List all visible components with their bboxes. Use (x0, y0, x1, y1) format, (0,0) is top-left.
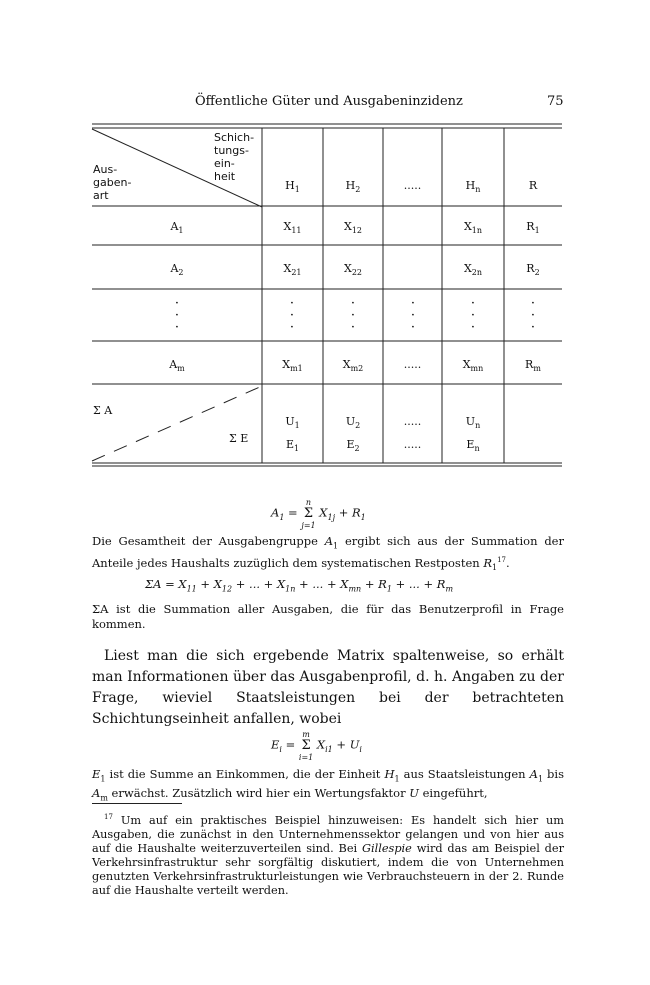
cell-x11: $X_{11}$ (283, 220, 302, 236)
cell-rm: $R_m$ (525, 358, 541, 374)
vertical-ellipsis: · · · (530, 296, 536, 335)
col-header-h1: $H_1$ (285, 179, 300, 195)
cell-r2: $R_2$ (526, 262, 540, 278)
footnote: $^{17}$ Um auf ein praktisches Beispiel hinzuweisen: Es handelt sich hier um Ausgaben, die zunächst in den Unternehmenssektor gelangen und von hier aus auf die Haushalte weiterzuverteilen sind. Bei Gillespie wird das am Beispiel der Verkehrsinfrastruktur sehr sorgfältig diskutiert, indem die von Unternehmen genutzten Verkehrsinfrastrukturleistungen wie Verbrauchsteuern in der 2. Runde auf die Haushalte verteilt werden. (92, 813, 564, 897)
col-header-r: R (528, 179, 538, 192)
corner-bottom-line: art (93, 189, 109, 202)
footnote-ref: 17 (497, 556, 506, 565)
cell-x21: $X_{21}$ (283, 262, 302, 278)
paragraph-3: Liest man die sich ergebende Matrix spaltenweise, so erhält man Informationen über das Ausgabenprofil, d. h. Angaben zu der Frage, wieviel Staatsleistungen bei der betrachteten Schichtungseinheit anfallen, wobei (92, 648, 564, 727)
formula-sum-a: $\Sigma A = X_{11} + X_{12}$ + ... + $X_{1n}$ + ... + $X_{mn} + R_1$ + ... + $R_m$ (145, 577, 454, 594)
cell-x12: $X_{12}$ (343, 220, 363, 236)
paragraph-4: $E_1$ ist die Summe an Einkommen, die der Einheit $H_1$ aus Staatsleistungen $A_1$ bis $A_m$ erwächst. Zusätzlich wird hier ein Wertungsfaktor U eingeführt, (92, 767, 564, 803)
row-label-a2: $A_2$ (170, 262, 184, 278)
col-header-hn: $H_n$ (465, 179, 481, 195)
cell-e2: $E_2$ (346, 438, 360, 454)
cell-xmn: $X_{mn}$ (462, 358, 484, 374)
footnote-marker: 17 (104, 813, 113, 821)
cell-xm2: $X_{m2}$ (342, 358, 364, 374)
corner-top-line: Schich- (214, 131, 255, 144)
col-header-h2: $H_2$ (345, 179, 361, 195)
running-header-title: Öffentliche Güter und Ausgabeninzidenz (195, 94, 463, 109)
paragraph-2: ΣA ist die Summation aller Ausgaben, die für das Benutzerprofil in Frage kommen. (92, 602, 564, 631)
vertical-ellipsis: · · · (410, 296, 416, 335)
formula-ei: $E_i = m$ Σ i=1 $X_{i1} + U_i$ (271, 730, 362, 762)
cell-am-dots: ..... (403, 358, 422, 371)
sum-a-label: Σ A (93, 404, 113, 417)
formula-a1: $A_1 = n$ Σ j=1 $X_{1j} + R_1$ (271, 498, 366, 530)
corner-top-line: ein- (214, 157, 235, 170)
corner-label-bottom (93, 163, 131, 202)
page-number: 75 (547, 94, 564, 109)
corner-bottom-line: Aus- (93, 163, 118, 176)
corner-top-line: heit (214, 170, 236, 183)
cell-u1: $U_1$ (285, 415, 300, 431)
cell-u-dots: ..... (403, 415, 422, 428)
cell-r1: $R_1$ (526, 220, 540, 236)
footnote-rule (92, 803, 182, 804)
cell-en: $E_n$ (466, 438, 480, 454)
vertical-ellipsis: · · · (350, 296, 356, 335)
col-header-dots: ..... (403, 179, 422, 192)
cell-xm1: $X_{m1}$ (282, 358, 303, 374)
vertical-ellipsis: · · · (289, 296, 295, 335)
corner-label-top (214, 131, 254, 183)
sum-e-label: Σ E (229, 432, 249, 445)
corner-bottom-line: gaben- (93, 176, 132, 189)
vertical-ellipsis: · · · (470, 296, 476, 335)
cell-e1: $E_1$ (285, 438, 300, 454)
cell-x2n: $X_{2n}$ (463, 262, 483, 278)
row-label-am: $A_m$ (169, 358, 185, 374)
vertical-ellipsis: · · · (174, 296, 180, 335)
cell-x22: $X_{22}$ (343, 262, 363, 278)
cell-e-dots: ..... (403, 438, 422, 451)
cell-un: $U_n$ (465, 415, 481, 431)
corner-top-line: tungs- (214, 144, 249, 157)
row-label-a1: $A_1$ (170, 220, 184, 236)
cell-u2: $U_2$ (345, 415, 361, 431)
paragraph-1: Die Gesamtheit der Ausgabengruppe $A_1$ ergibt sich aus der Summation der Anteile jedes Haushalts zuzüglich dem systematischen Restposten $R_1^{17}$. (92, 534, 564, 573)
cell-x1n: $X_{1n}$ (463, 220, 483, 236)
